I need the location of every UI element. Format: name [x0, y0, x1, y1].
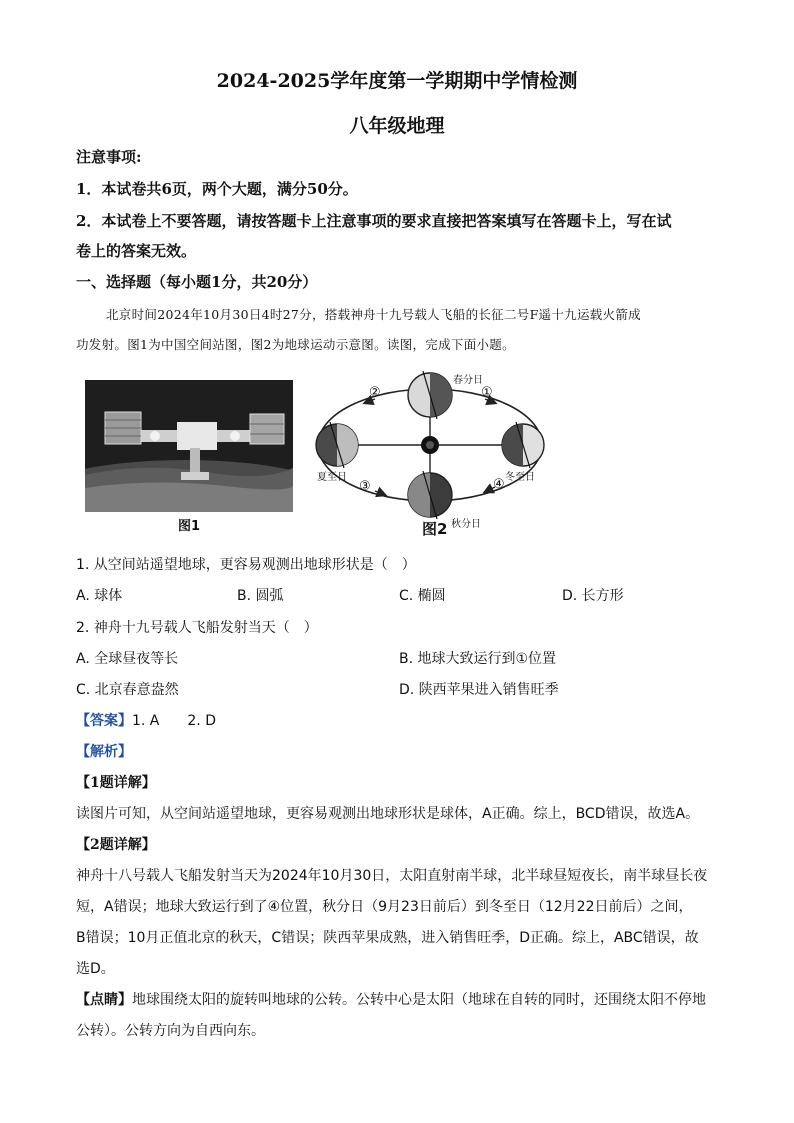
section-heading: 一、选择题（每小题1分，共20分）	[76, 273, 318, 291]
figure-1-caption: 图1	[178, 519, 201, 534]
label-n1: ①	[481, 385, 493, 400]
q2-option-d: D. 陕西苹果进入销售旺季	[399, 682, 559, 698]
point-tag: 【点睛】	[76, 992, 132, 1008]
label-autumn-equinox: 秋分日	[451, 519, 481, 530]
q2-detail-line3: B错误；10月正值北京的秋天，C错误；陕西苹果成熟，进入销售旺季，D正确。综上，ABC错误，故	[76, 930, 699, 946]
answer-line	[76, 710, 216, 730]
page-title: 2024-2025学年度第一学期期中学情检测	[216, 70, 578, 92]
intro-line-2: 功发射。图1为中国空间站图，图2为地球运动示意图。读图，完成下面小题。	[76, 337, 515, 352]
notice-item-1: 1．本试卷共6页，两个大题，满分50分。	[76, 180, 358, 198]
figure-2-caption: 图2	[422, 520, 448, 538]
notice-heading: 注意事项:	[76, 148, 142, 166]
q1-option-d: D. 长方形	[562, 588, 624, 604]
answer-text: 1. A 2. D	[132, 713, 216, 729]
q2-option-b: B. 地球大致运行到①位置	[399, 651, 557, 667]
q1-detail-tag: 【1题详解】	[76, 775, 156, 791]
space-station-photo	[85, 380, 293, 512]
answer-tag: 【答案】	[76, 713, 132, 729]
earth-revolution-diagram	[305, 365, 555, 537]
page-subtitle: 八年级地理	[349, 115, 445, 137]
notice-item-2-line1: 2．本试卷上不要答题，请按答题卡上注意事项的要求直接把答案填写在答题卡上，写在试	[76, 212, 672, 230]
question-1-stem: 1. 从空间站遥望地球，更容易观测出地球形状是（ ）	[76, 557, 416, 573]
question-2-stem: 2. 神舟十九号载人飞船发射当天（ ）	[76, 620, 318, 636]
analysis-tag: 【解析】	[76, 744, 132, 760]
q1-option-b: B. 圆弧	[237, 588, 284, 604]
point-text-1: 地球围绕太阳的旋转叫地球的公转。公转中心是太阳（地球在自转的同时，还围绕太阳不停地	[132, 992, 706, 1008]
q1-option-a: A. 球体	[76, 588, 123, 604]
q1-detail-text: 读图片可知，从空间站遥望地球，更容易观测出地球形状是球体，A正确。综上，BCD错误，故选A。	[76, 806, 700, 822]
point-line1	[76, 989, 706, 1009]
q2-detail-line4: 选D。	[76, 961, 115, 977]
label-summer-solstice: 夏至日	[317, 472, 347, 483]
q2-detail-line1: 神舟十八号载人飞船发射当天为2024年10月30日，太阳直射南半球，北半球昼短夜长，南半球昼长夜	[76, 868, 708, 884]
q2-option-a: A. 全球昼夜等长	[76, 651, 179, 667]
notice-item-2-line2: 卷上的答案无效。	[76, 242, 197, 260]
label-n3: ③	[359, 479, 371, 494]
intro-line-1: 北京时间2024年10月30日4时27分，搭载神舟十九号载人飞船的长征二号F遥十九运载火箭成	[106, 307, 641, 322]
label-spring-equinox: 春分日	[453, 375, 483, 386]
q2-option-c: C. 北京春意盎然	[76, 682, 179, 698]
label-n2: ②	[369, 385, 381, 400]
q1-option-c: C. 椭圆	[399, 588, 446, 604]
q2-detail-line2: 短，A错误；地球大致运行到了④位置，秋分日（9月23日前后）到冬至日（12月22日前后）之间，	[76, 899, 693, 915]
point-line2: 公转）。公转方向为自西向东。	[76, 1023, 265, 1039]
label-winter-solstice: 冬至日	[505, 472, 535, 483]
q2-detail-tag: 【2题详解】	[76, 837, 156, 853]
label-n4: ④	[493, 477, 505, 492]
